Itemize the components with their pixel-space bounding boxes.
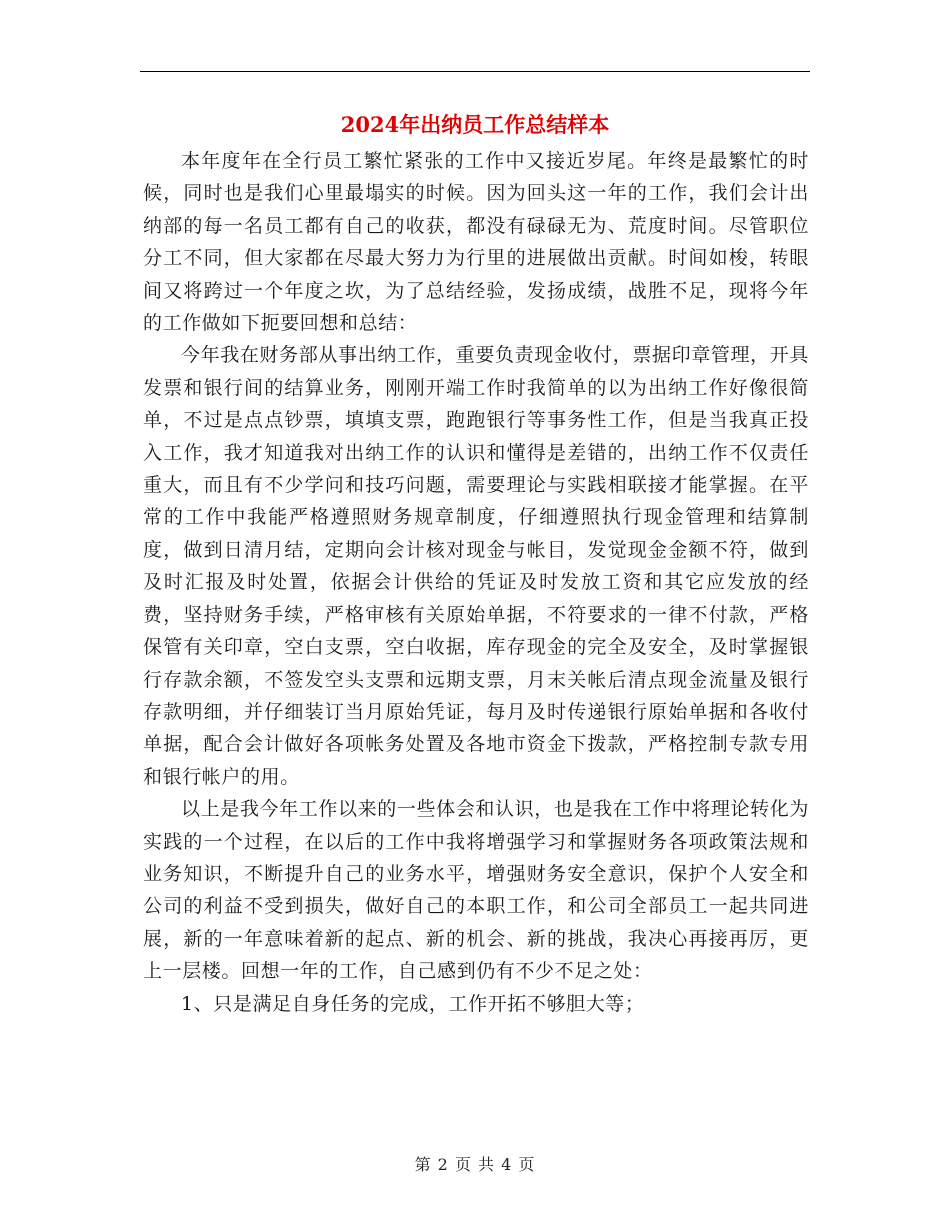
document-title: 2024年出纳员工作总结样本 xyxy=(340,112,610,137)
document-body xyxy=(143,145,809,1020)
paragraph-intro: 本年度年在全行员工繁忙紧张的工作中又接近岁尾。年终是最繁忙的时候，同时也是我们心里最塌实的时候。因为回头这一年的工作，我们会计出纳部的每一名员工都有自己的收获，都没有碌碌无为、荒度时间。尽管职位分工不同，但大家都在尽最大努力为行里的进展做出贡献。时间如梭，转眼间又将跨过一个年度之坎，为了总结经验，发扬成绩，战胜不足，现将今年的工作做如下扼要回想和总结： xyxy=(143,150,809,335)
page-number: 第 2 页 共 4 页 xyxy=(414,1155,536,1174)
header-rule xyxy=(140,71,810,72)
paragraph-reflection: 以上是我今年工作以来的一些体会和认识，也是我在工作中将理论转化为实践的一个过程，在以后的工作中我将增强学习和掌握财务各项政策法规和业务知识，不断提升自己的业务水平，增强财务安全意识，保护个人安全和公司的利益不受到损失，做好自己的本职工作，和公司全部员工一起共同进展，新的一年意味着新的起点、新的机会、新的挑战，我决心再接再厉，更上一层楼。回想一年的工作，自己感到仍有不少不足之处： xyxy=(143,798,809,983)
paragraph-shortcoming-1: 1、只是满足自身任务的完成，工作开拓不够胆大等； xyxy=(181,992,645,1015)
paragraph-duties: 今年我在财务部从事出纳工作，重要负责现金收付，票据印章管理，开具发票和银行间的结算业务，刚刚开端工作时我简单的以为出纳工作好像很简单，不过是点点钞票，填填支票，跑跑银行等事务性工作，但是当我真正投入工作，我才知道我对出纳工作的认识和懂得是差错的，出纳工作不仅责任重大，而且有不少学问和技巧问题，需要理论与实践相联接才能掌握。在平常的工作中我能严格遵照财务规章制度，仔细遵照执行现金管理和结算制度，做到日清月结，定期向会计核对现金与帐目，发觉现金金额不符，做到及时汇报及时处置，依据会计供给的凭证及时发放工资和其它应发放的经费，坚持财务手续，严格审核有关原始单据，不符要求的一律不付款，严格保管有关印章，空白支票，空白收据，库存现金的完全及安全，及时掌握银行存款余额，不签发空头支票和远期支票，月末关帐后清点现金流量及银行存款明细，并仔细装订当月原始凭证，每月及时传递银行原始单据和各收付单据，配合会计做好各项帐务处置及各地市资金下拨款，严格控制专款专用和银行帐户的用。 xyxy=(143,344,809,788)
